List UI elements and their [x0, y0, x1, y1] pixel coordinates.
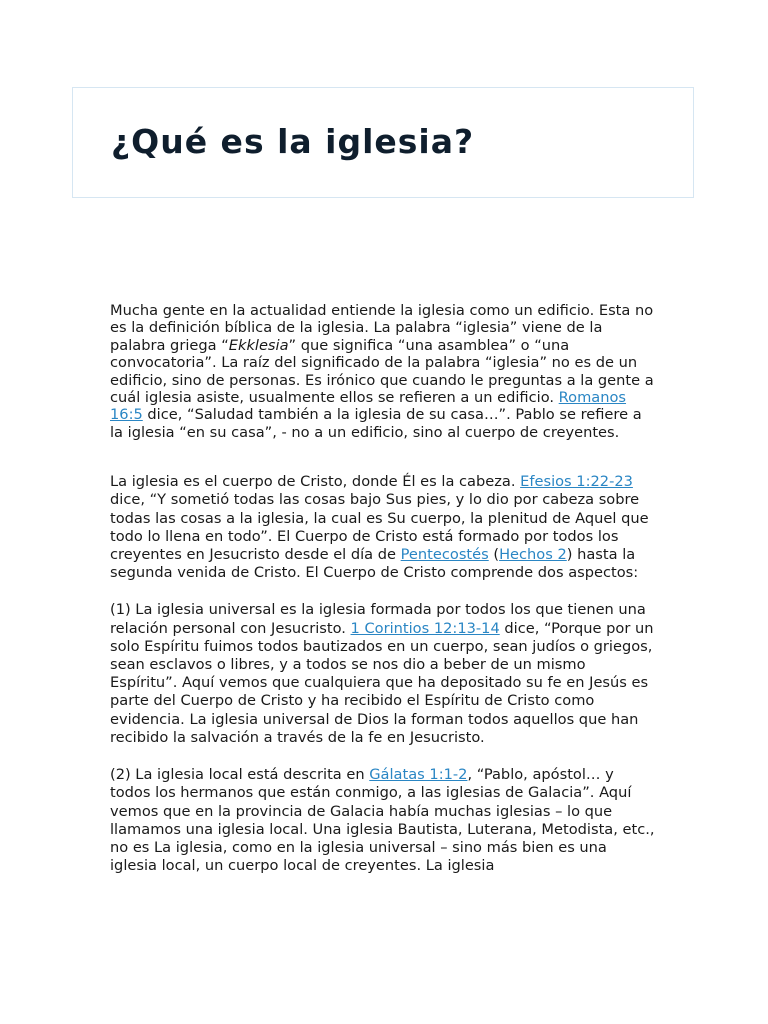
paragraph-text: (	[488, 546, 500, 564]
article-body	[110, 302, 655, 875]
paragraph-1	[110, 302, 655, 441]
paragraph-text: ) hasta la segunda venida de Cristo. El Cuerpo de Cristo comprende dos aspectos:	[110, 546, 639, 582]
link-pentecostes[interactable]: Pentecostés	[400, 546, 489, 564]
link-hechos-2[interactable]: Hechos 2	[499, 546, 567, 564]
link-efesios-1-22-23[interactable]: Efesios 1:22-23	[520, 473, 633, 491]
page-title: ¿Qué es la iglesia?	[111, 122, 475, 161]
paragraph-text: (2) La iglesia local está descrita en	[110, 766, 370, 784]
paragraph-text: ” que significa “una asamblea” o “una convocatoria”. La raíz del significado de la palabra “iglesia” no es de un edificio, sino de personas. Es irónico que cuando le preguntas a la gente a cuál iglesia asiste, usualmente ellos se refieren a un edificio.	[110, 336, 654, 407]
paragraph-text: dice, “Porque por un solo Espíritu fuimos todos bautizados en un cuerpo, sean judíos o griegos, sean esclavos o libres, y a todos se nos dio a beber de un mismo Espíritu”. Aquí vemos que cualquiera que ha depositado su fe en Jesús es parte del Cuerpo de Cristo y ha recibido el Espíritu de Cristo como evidencia. La iglesia universal de Dios la forman todos aquellos que han recibido la salvación a través de la fe en Jesucristo.	[110, 619, 654, 746]
paragraph-2	[110, 473, 655, 582]
paragraph-text: La iglesia es el cuerpo de Cristo, donde Él es la cabeza.	[110, 473, 521, 491]
paragraph-text: , “Pablo, apóstol… y todos los hermanos que están conmigo, a las iglesias de Galacia”. Aquí vemos que en la provincia de Galacia había muchas iglesias – lo que llamamos una iglesia local. Una iglesia Bautista, Luterana, Metodista, etc., no es La iglesia, como en la iglesia universal – sino más bien es una iglesia local, un cuerpo local de creyentes. La iglesia	[110, 766, 655, 875]
link-1-corintios-12-13-14[interactable]: 1 Corintios 12:13-14	[350, 619, 500, 637]
paragraph-text: dice, “Y sometió todas las cosas bajo Sus pies, y lo dio por cabeza sobre todas las cosas a la iglesia, la cual es Su cuerpo, la plenitud de Aquel que todo lo llena en todo”. El Cuerpo de Cristo está formado por todos los creyentes en Jesucristo desde el día de	[110, 491, 649, 564]
emphasis-ekklesia: Ekklesia	[228, 336, 289, 354]
paragraph-3	[110, 601, 655, 747]
paragraph-4	[110, 766, 655, 875]
link-romanos-16-5[interactable]: Romanos 16:5	[110, 389, 627, 424]
link-galatas-1-1-2[interactable]: Gálatas 1:1-2	[369, 766, 468, 784]
paragraph-text: dice, “Saludad también a la iglesia de su casa…”. Pablo se refiere a la iglesia “en su casa”, - no a un edificio, sino al cuerpo de creyentes.	[110, 406, 642, 441]
paragraph-text: Mucha gente en la actualidad entiende la iglesia como un edificio. Esta no es la definición bíblica de la iglesia. La palabra “iglesia” viene de la palabra griega “	[110, 302, 654, 354]
paragraph-text: (1) La iglesia universal es la iglesia formada por todos los que tienen una relación personal con Jesucristo.	[110, 601, 646, 637]
title-box	[72, 87, 694, 198]
